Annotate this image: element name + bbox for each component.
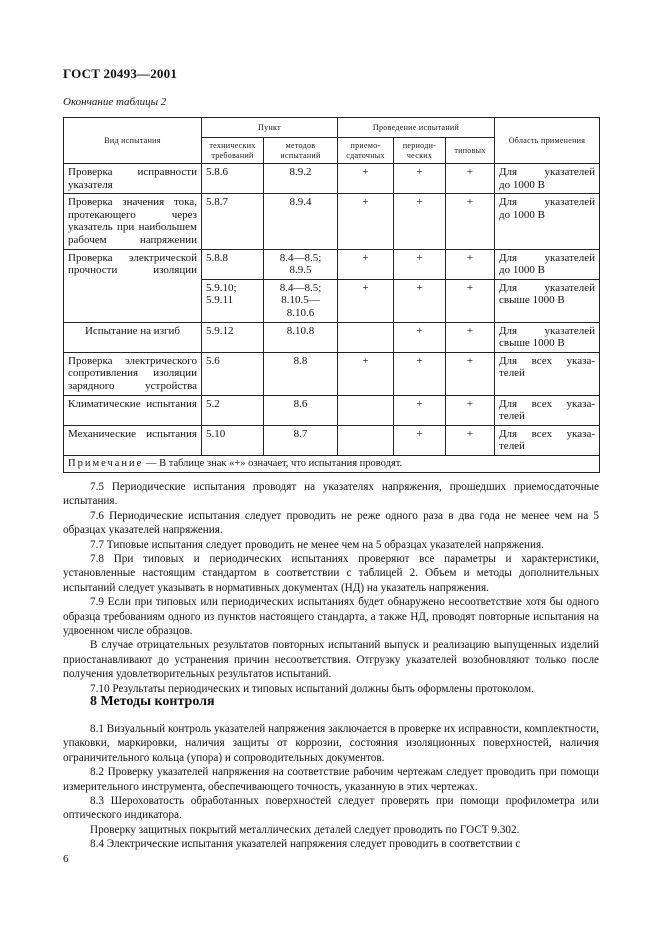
paragraph: 7.7 Типовые испытания следует проводить не менее чем на 5 образцах указателей напряжения.: [90, 538, 544, 551]
subheader-tech: технических требований: [202, 138, 264, 164]
table-row: Климатические испытания 5.2 8.6 + + Для всех указа- телей: [64, 395, 600, 425]
paragraph: Проверку защитных покрытий металлических деталей следует проводить по ГОСТ 9.302.: [90, 823, 520, 836]
paragraph: 7.5 Периодические испытания проводят на указателях напряжения, прошедших приемосдаточные испытания.: [63, 481, 599, 508]
table-row: Проверка значения тока, протекающего через указатель при наибольшем рабочем напряжении 5.8.7 8.9.4 + + + Для указателей до 1000 В: [64, 194, 600, 249]
table-row: 5.9.10; 5.9.11 8.4—8.5; 8.10.5—8.10.6 + + + Для указателей свыше 1000 В: [64, 279, 600, 322]
table-row: Проверка электрической прочности изоляции 5.8.8 8.4—8.5; 8.9.5 + + + Для указателей до 1000 В: [64, 249, 600, 279]
table-note-row: [64, 455, 600, 473]
header-conduct: Проведение испытаний: [338, 118, 495, 138]
paragraph: 8.2 Проверку указателей напряжения на соответствие рабочим чертежам следует проводить при помощи измерительного инструмента, обеспечивающего точность, указанную в этих чертежах.: [63, 766, 599, 793]
paragraph: 8.3 Шероховатость обработанных поверхностей следует проверять при помощи профилометра или оптического индикатора.: [63, 795, 599, 822]
document-header: ГОСТ 20493—2001: [63, 66, 178, 81]
table-caption: Окончание таблицы 2: [63, 96, 167, 108]
paragraph: 7.9 Если при типовых или периодических испытаниях будет обнаружено несоответствие хотя бы одного образца требованиям одного из пунктов настоящего стандарта, а также НД, проводят повторные испытания на удвоенном числе образцов.: [63, 596, 599, 638]
header-test-type: Вид испытания: [64, 118, 202, 164]
note-label: Примечание: [68, 457, 144, 469]
table-row: Испытание на изгиб 5.9.12 8.10.8 + + Для указателей свыше 1000 В: [64, 322, 600, 352]
page-number: 6: [63, 853, 69, 865]
paragraph: 7.8 При типовых и периодических испытаниях проверяют все параметры и характеристики, установленные настоящим стандартом в соответствии с таблицей 2. Объем и методы дополнительных испытаний следует указывать в нормативных документах (НД) на указатель напряжения.: [63, 553, 599, 594]
subheader-methods: методов испытаний: [264, 138, 338, 164]
header-area: Область применения: [495, 118, 600, 164]
section-8-text: [63, 722, 599, 852]
note-text: — В таблице знак «+» означает, что испытания проводят.: [143, 457, 403, 469]
paragraph: 7.6 Периодические испытания следует проводить не реже одного раза в два года не менее чем на 5 образцах указателей напряжения.: [63, 509, 599, 537]
paragraph: 8.1 Визуальный контроль указателей напряжения заключается в проверке их исправности, комплектности, упаковки, маркировки, наличия защиты от коррозии, состояния изоляционных поверхностей, наличия ограничительного кольца (упора) и сопроводительных документов.: [63, 723, 599, 764]
paragraph: 7.10 Результаты периодических и типовых испытаний должны быть оформлены протоколом.: [90, 682, 534, 695]
table-row: Проверка электрического сопротивления изоляции зарядного устройства 5.6 8.8 + + + Для всех указа- телей: [64, 352, 600, 395]
header-item: Пункт: [202, 118, 338, 138]
paragraph: В случае отрицательных результатов повторных испытаний выпуск и реализацию выпущенных изделий приостанавливают до устранения причин несоответствия. Отгрузку указателей возобновляют только после получения удовлетворительных результатов испытаний.: [63, 639, 599, 681]
paragraph: 8.4 Электрические испытания указателей напряжения следует проводить в соответствии с: [90, 838, 521, 851]
subheader-accept: приемо-сдаточных: [338, 138, 394, 164]
section-title: 8 Методы контроля: [90, 694, 215, 709]
subheader-period: периоди-ческих: [394, 138, 446, 164]
subheader-type: типовых: [446, 138, 495, 164]
tests-table: [63, 117, 600, 473]
table-row: Проверка исправности указателя 5.8.6 8.9.2 + + + Для указателей до 1000 В: [64, 164, 600, 194]
table-row: Механические испытания 5.10 8.7 + + Для всех указа- телей: [64, 425, 600, 455]
section-7-text: [63, 480, 599, 696]
